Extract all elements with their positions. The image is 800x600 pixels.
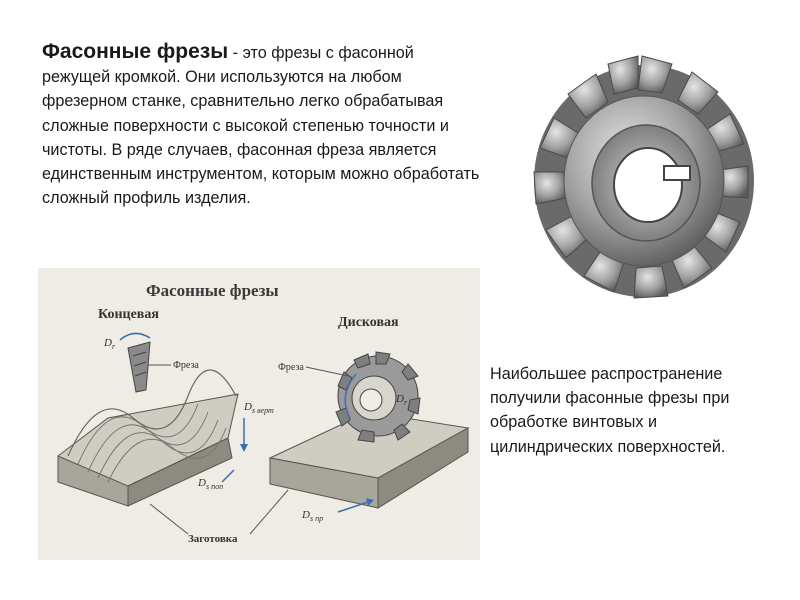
diagram-title: Фасонные фрезы [146,281,279,300]
dr-right-label: $D_r$ [396,393,408,407]
intro-text: - это фрезы с фасонной режущей кромкой. Они используются на любом фрезерном станке, сравнительно легко обрабатывая сложные поверхности с высокой степенью точности и чистоты. В ряде случаев, фасонная фреза является единственным инструментом, которым можно обработать сложный профиль изделия. [42,44,480,208]
end-mill-label: Концевая [98,307,159,322]
workpiece-label: Заготовка [188,533,238,545]
cutter-label-left: Фреза [173,360,199,371]
ds-pop-label: $D_{s поп}$ [198,477,224,491]
ds-vert-label: $D_{s верт}$ [244,401,274,415]
ds-pr-label: $D_{s пр}$ [302,509,324,523]
form-cutters-diagram [38,268,480,560]
disc-cutter-label: Дисковая [338,315,399,330]
cutter-label-right: Фреза [278,362,304,373]
form-cutter-photo [522,48,762,303]
dr-left-label: $D_r$ [104,337,116,351]
intro-paragraph [42,40,482,210]
intro-term: Фасонные фрезы [42,40,229,63]
side-note: Наибольшее распространение получили фасонные фрезы при обработке винтовых и цилиндрических поверхностей. [490,365,730,456]
